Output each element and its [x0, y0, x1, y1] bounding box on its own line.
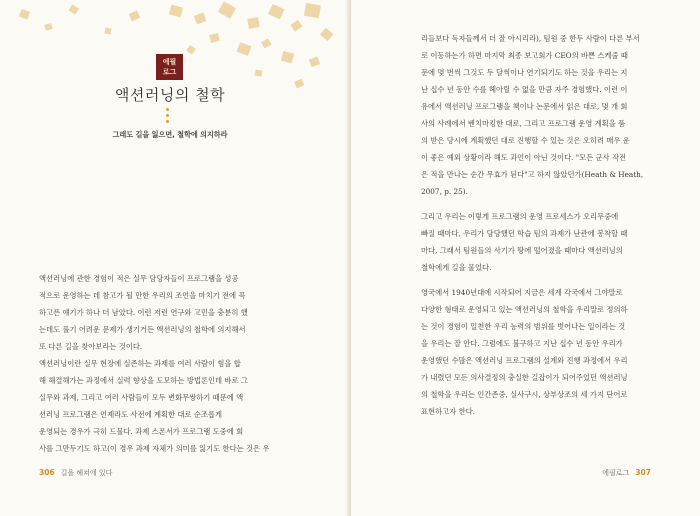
text-line: 유에서 액션러닝 프로그램을 책이나 논문에서 읽은 대로, 몇 개 회 [421, 102, 628, 111]
text-line: 로 이동하는가 하면 마지막 최종 보고회가 CEO의 바쁜 스케줄 때 [421, 51, 628, 60]
badge-line-2: 로그 [162, 68, 177, 76]
left-folio [39, 468, 112, 478]
text-line: 영국에서 1940년대에 시작되어 지금은 세계 각국에서 그야말로 [421, 288, 623, 297]
text-line: 리들보다 독자들께서 더 잘 아시리라), 팀원 중 한두 사람이 다른 부서 [421, 34, 640, 43]
text-line: 는 것이 경험이 일천한 우리 능력의 범위를 벗어나는 일이라는 것 [421, 322, 626, 331]
text-line: 션러닝 프로그램은 언제라도 사전에 계획한 대로 순조롭게 [39, 410, 223, 419]
page-number: 307 [635, 468, 651, 477]
right-body-text [421, 30, 667, 420]
text-line: 액션러닝이란 실무 현장에 실존하는 과제를 여러 사람이 힘을 합 [39, 359, 241, 368]
text-line: 액션러닝에 관한 경험이 적은 실무 담당자들이 프로그램을 성공 [39, 274, 239, 283]
text-line: 가 내렸던 모든 의사결정의 충실한 길잡이가 되어주었던 액션러닝 [421, 373, 628, 382]
chapter-subtitle: 그래도 길을 잃으면, 철학에 의지하라 [112, 130, 228, 139]
text-line: 을 우리는 잘 안다. 그럼에도 불구하고 지난 십수 년 동안 우리가 [421, 339, 623, 348]
text-line: 실무와 과제, 그리고 여러 사람들이 모두 변화무쌍하기 때문에 액 [39, 393, 244, 402]
text-line: 빠질 때마다, 우리가 담당했던 학습 팀의 과제가 난관에 봉착할 때 [421, 229, 628, 238]
text-line: 마다, 그래서 팀원들의 사기가 땅에 떨어졌을 때마다 액션러닝의 [421, 246, 623, 255]
text-line: 는데도 풀기 어려운 문제가 생기거든 액션러닝의 철학에 의지해서 [39, 325, 246, 334]
text-line: 표현하고자 한다. [421, 407, 475, 416]
left-body-text [39, 270, 307, 457]
text-line: 이 좋은 예외 상황이라 해도 과언이 아닌 것이다. "모든 군사 작전 [421, 153, 627, 162]
left-page [0, 0, 349, 516]
text-line: 적으로 운영하는 데 참고가 될 만한 우리의 조언을 마치기 전에 꼭 [39, 291, 246, 300]
text-line: 사의 사례에서 벤치마킹한 대로, 그리고 프로그램 운영 계획을 품 [421, 119, 626, 128]
text-line: 운영했던 수많은 액션러닝 프로그램의 설계와 진행 과정에서 우리 [421, 356, 628, 365]
text-line: 다양한 형태로 운영되고 있는 액션러닝의 철학을 우리말로 정의하 [421, 305, 628, 314]
text-line: 2007, p. 25). [421, 187, 468, 196]
page-number: 306 [39, 468, 55, 477]
text-line: 문에 몇 번씩 그것도 두 달씩이나 연기되기도 하는 것을 우리는 지 [421, 68, 628, 77]
running-head: 에필로그 [602, 469, 630, 477]
dots-divider [164, 108, 170, 126]
text-line: 운영되는 경우가 극히 드물다. 과제 스폰서가 프로그램 도중에 회 [39, 427, 244, 436]
chapter-title: 액션러닝의 철학 [114, 86, 226, 104]
text-line: 난 십수 년 동안 수를 헤아릴 수 없을 만큼 자주 경험했다. 이런 이 [421, 85, 628, 94]
text-line: 철학에게 길을 물었다. [421, 263, 492, 272]
text-line: 또 다른 길을 찾아보라는 것이다. [39, 342, 143, 351]
right-folio [602, 468, 651, 478]
text-line: 그리고 우리는 이렇게 프로그램의 운영 프로세스가 오리무중에 [421, 212, 619, 221]
text-line: 해 해결해가는 과정에서 실력 향상을 도모하는 방법론인데 바로 그 [39, 376, 248, 385]
epilogue-badge [156, 54, 183, 80]
text-line: 의 철학을 우리는 인간존중, 실사구시, 상부상조의 세 가지 단어로 [421, 390, 628, 399]
text-line: 은 적을 만나는 순간 무효가 된다"고 하지 않았던가(Heath & Heath, [421, 170, 644, 179]
text-line: 의 받은 당시에 계획했던 대로 진행할 수 있는 것은 오히려 매우 운 [421, 136, 630, 145]
badge-line-1: 에필 [162, 58, 177, 66]
text-line: 하고픈 얘기가 하나 더 남았다. 이런 저런 연구와 고민을 충분히 했 [39, 308, 248, 317]
text-line: 사를 그만두기도 하고(이 경우 과제 자체가 의미를 잃기도 한다는 것은 우 [39, 444, 270, 453]
running-head: 길을 헤쳐에 있다 [60, 469, 113, 477]
